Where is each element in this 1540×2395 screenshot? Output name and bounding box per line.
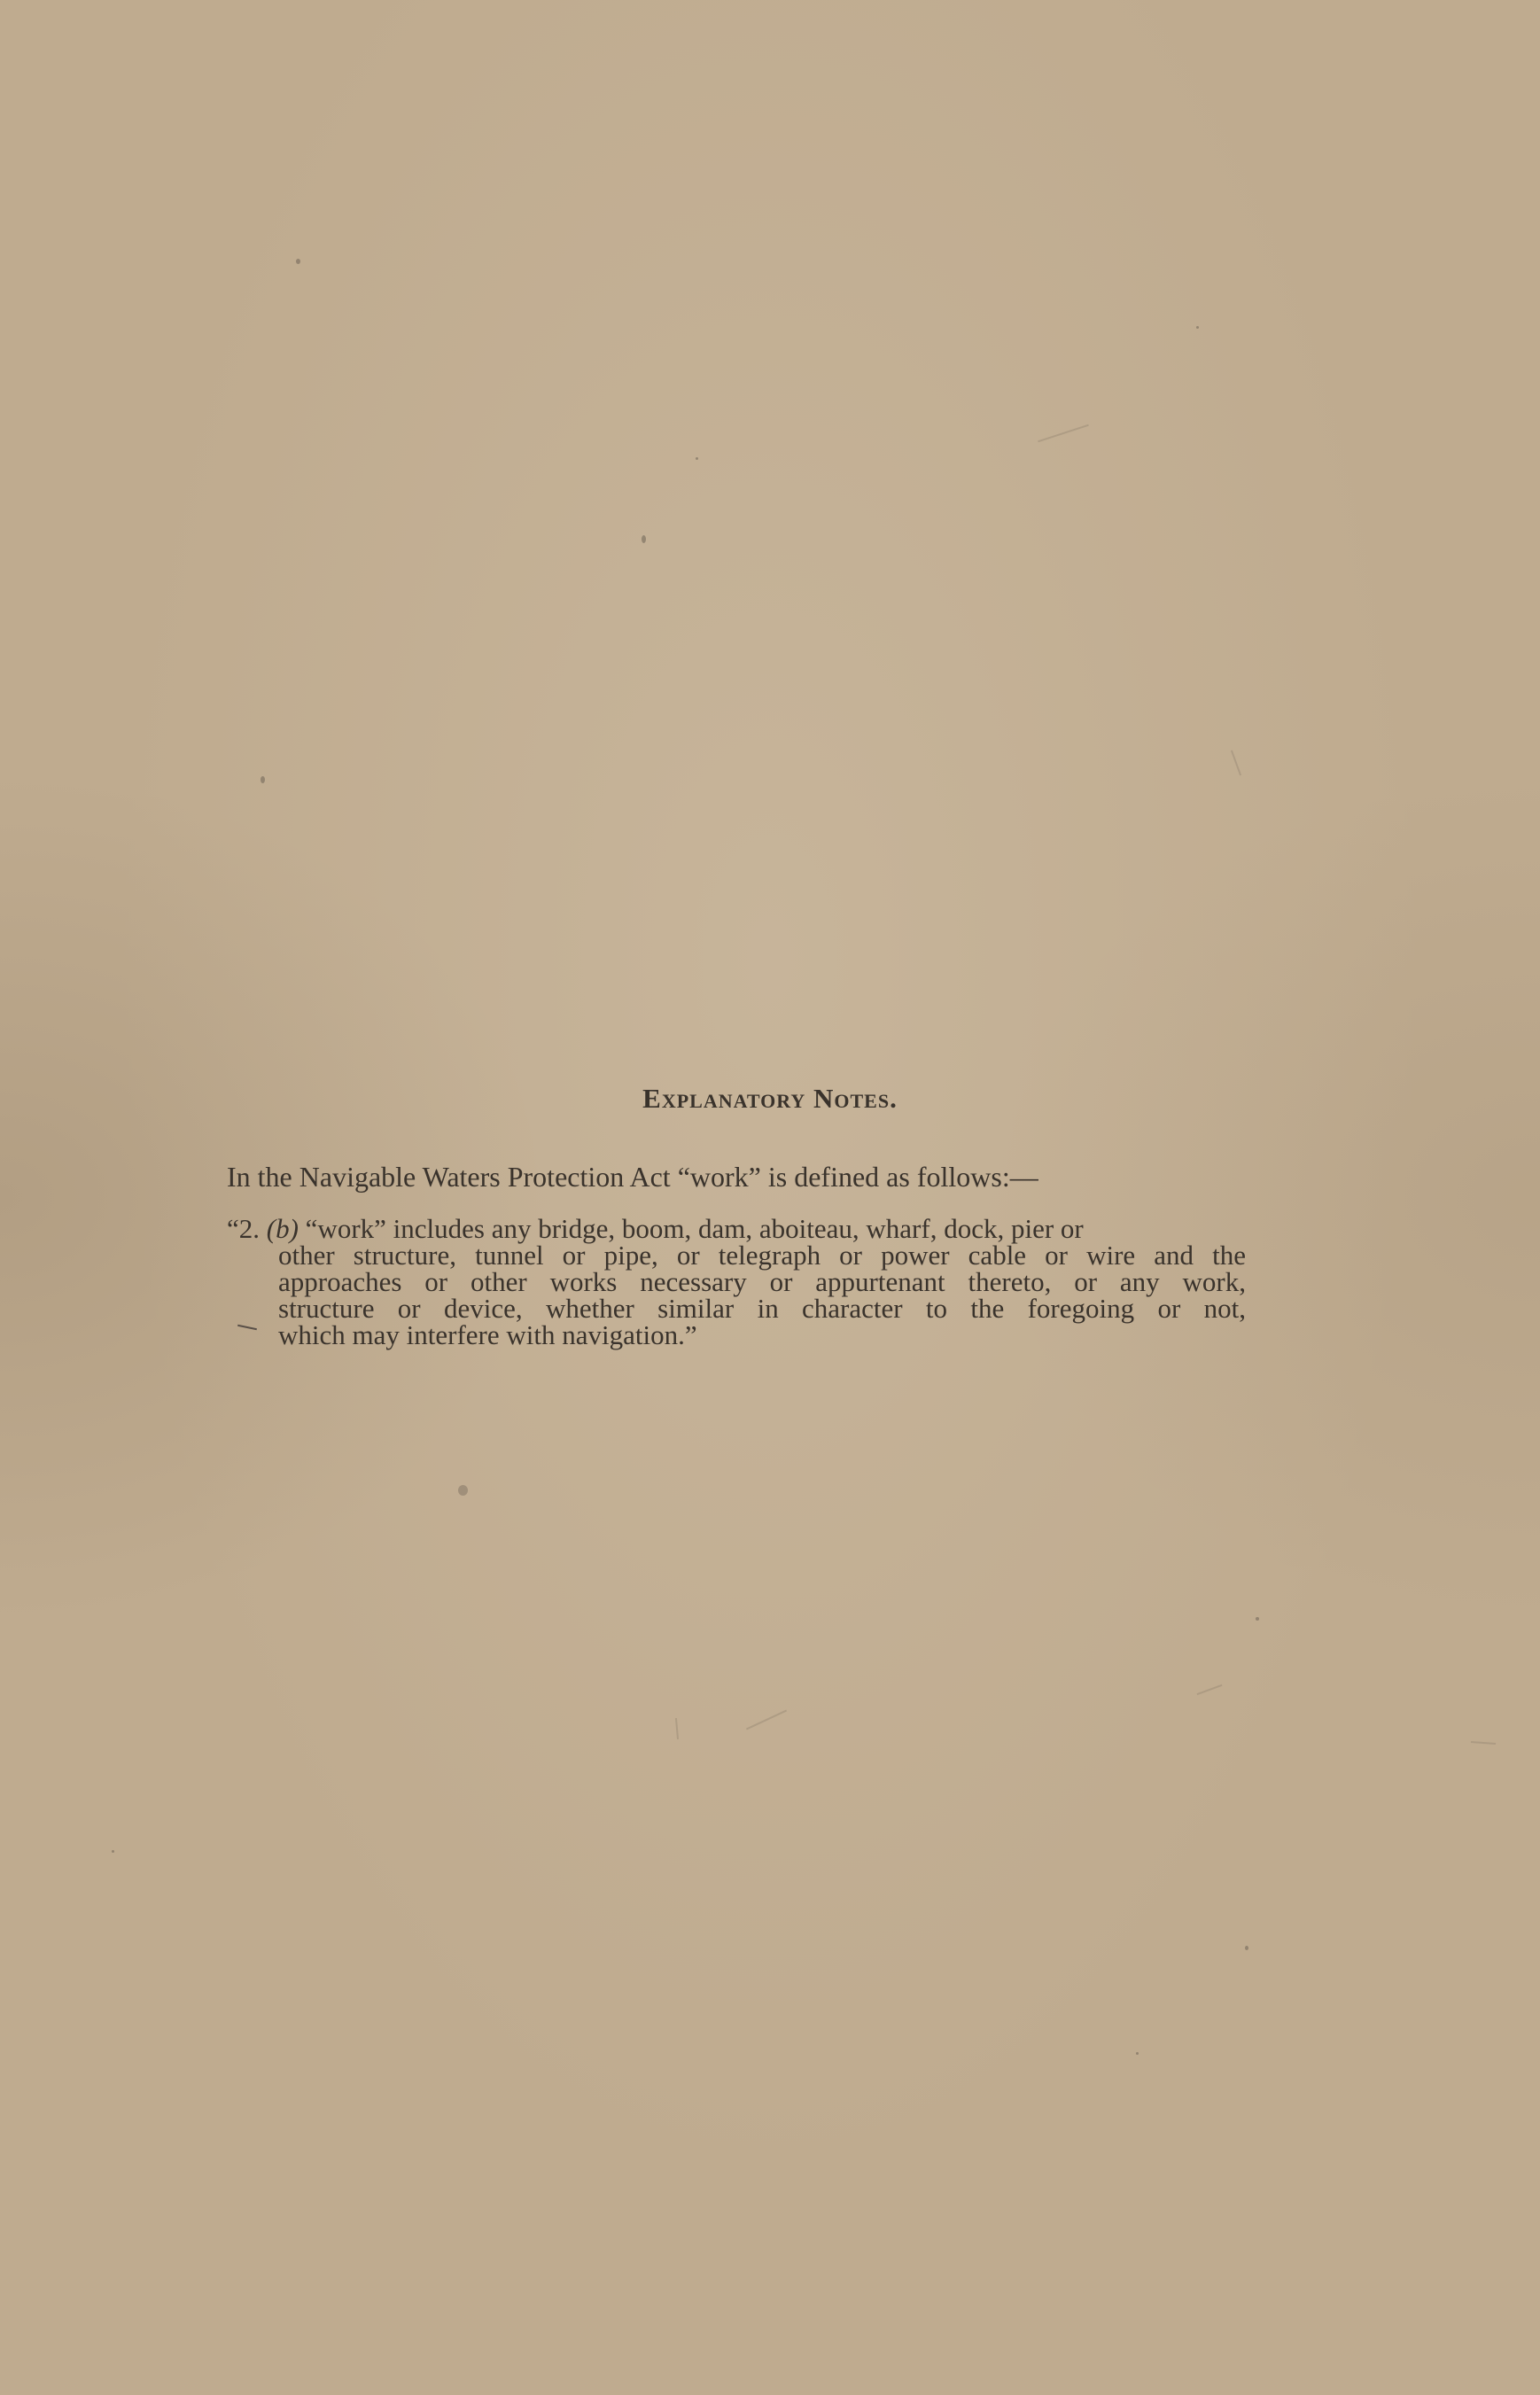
paper-speck [296,259,300,264]
paper-speck [1256,1617,1259,1621]
paper-fiber [1471,1741,1496,1745]
paper-speck [112,1850,114,1853]
paper-speck [458,1485,468,1496]
section-number: “2. [227,1213,261,1244]
paper-speck [261,776,265,783]
definition-line: “work” includes any bridge, boom, dam, aboiteau, wharf, dock, pier or [305,1213,1084,1244]
paper-speck [1136,2052,1139,2055]
definition-line: approaches or other works necessary or appurtenant thereto, or any work, [278,1266,1246,1297]
paper-fiber [675,1718,679,1739]
intro-paragraph: In the Navigable Waters Protection Act “work” is defined as follows:— [227,1161,1038,1193]
paper-speck [642,535,646,543]
definition-line: structure or device, whether similar in character to the foregoing or not, [278,1293,1246,1324]
definition-line: other structure, tunnel or pipe, or telegraph or power cable or wire and the [278,1240,1246,1271]
paper-speck [1245,1946,1248,1950]
subsection-label: (b) [266,1213,299,1244]
page-title: Explanatory Notes. [642,1083,898,1114]
paper-fiber [1038,424,1089,442]
definition-line: which may interfere with navigation.” [278,1319,697,1350]
definition-first-line [227,1213,1246,1244]
paper-fiber [746,1710,787,1730]
paper-speck [696,457,698,460]
paper-fiber [1197,1684,1223,1695]
quoted-definition [227,1213,1246,1350]
paper-fiber [1231,750,1241,776]
paper-speck [1196,326,1199,329]
